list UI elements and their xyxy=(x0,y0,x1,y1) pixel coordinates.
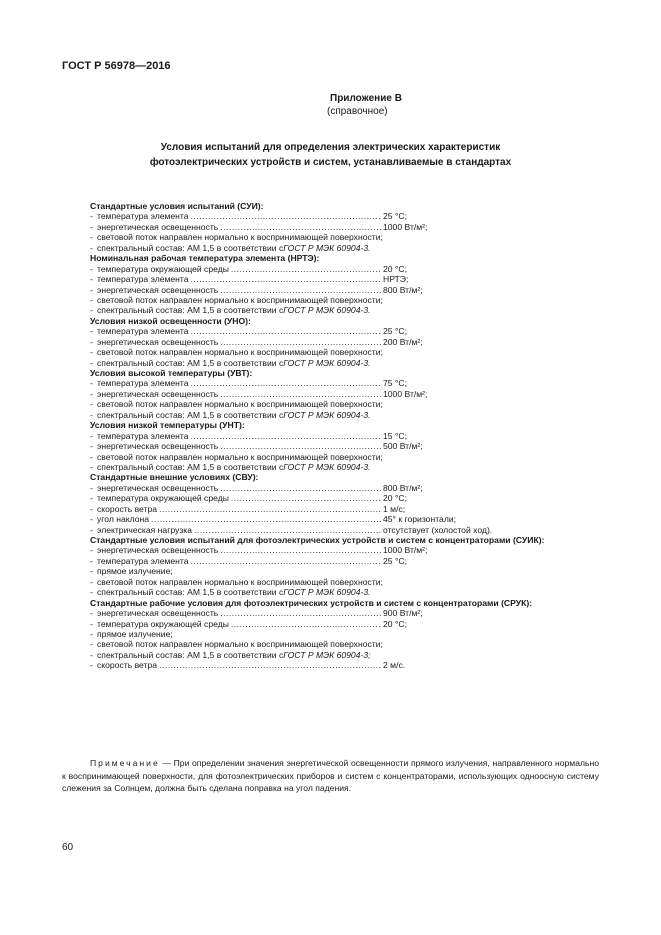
list-item: - световой поток направлен нормально к воспринимающей поверхности; xyxy=(90,451,383,462)
list-item: - спектральный состав: АМ 1,5 в соответствии с ГОСТ Р МЭК 60904-3. xyxy=(90,357,371,368)
standard-reference: ГОСТ Р МЭК 60904-3. xyxy=(283,461,371,472)
list-item: - спектральный состав: АМ 1,5 в соответствии с ГОСТ Р МЭК 60904-3. xyxy=(90,242,371,253)
list-item: - температура окружающей среды ..... 20 °С; xyxy=(90,493,610,503)
list-item: - прямое излучение; xyxy=(90,628,173,639)
list-item: - температура элемента ..... 25 °С; xyxy=(90,211,610,221)
standard-reference: ГОСТ Р МЭК 60904-3. xyxy=(283,357,371,368)
document-title-line-1: Условия испытаний для определения электрических характеристик xyxy=(160,142,501,153)
list-item: - световой поток направлен нормально к воспринимающей поверхности; xyxy=(90,232,383,243)
appendix-subtitle: (справочное) xyxy=(327,106,388,117)
list-item: - энергетическая освещенность ..... 1000 Вт/м²; xyxy=(90,222,610,232)
list-item: - световой поток направлен нормально к воспринимающей поверхности; xyxy=(90,347,383,358)
conditions-list xyxy=(90,201,610,671)
list-item: - энергетическая освещенность ..... 1000 Вт/м²; xyxy=(90,389,610,399)
list-item: - температура окружающей среды ..... 20 °С; xyxy=(90,619,610,629)
list-item: - энергетическая освещенность ..... 1000 Вт/м²; xyxy=(90,545,610,555)
section-title-uvt: Условия высокой температуры (УВТ): xyxy=(90,368,253,378)
standard-reference: ГОСТ Р МЭК 60904-3. xyxy=(283,242,371,253)
section-title-svu: Стандартные внешние условиях (СВУ): xyxy=(90,472,259,483)
standard-reference: ГОСТ Р МЭК 60904-3. xyxy=(283,587,371,598)
standard-reference: ГОСТ Р МЭК 60904-3. xyxy=(283,409,371,420)
list-item: - спектральный состав: АМ 1,5 в соответствии с ГОСТ Р МЭК 60904-3; xyxy=(90,649,371,660)
list-item: - энергетическая освещенность ..... 900 Вт/м²; xyxy=(90,608,610,618)
list-item: - энергетическая освещенность ..... 800 Вт/м²; xyxy=(90,483,610,493)
note: Примечание — При определении значения энергетической освещенности прямого излучения, направленного нормально к воспринимающей поверхности, для фотоэлектрических приборов и систем с концентраторами, использующих одноосную систему слежения за Солнцем, должна быть сделана поправка на угол падения. xyxy=(62,758,600,794)
list-item: - спектральный состав: АМ 1,5 в соответствии с ГОСТ Р МЭК 60904-3. xyxy=(90,461,371,472)
note-text: При определении значения энергетической освещенности прямого излучения, направленного нормально к воспринимающей поверхности, для фотоэлектрических приборов и систем с концентраторами, использующих одноосную систему слежения за Солнцем, должна быть сделана поправка на угол падения. xyxy=(62,758,600,794)
list-item: - скорость ветра ..... 2 м/с. xyxy=(90,660,610,670)
document-title-line-2: фотоэлектрических устройств и систем, устанавливаемые в стандартах xyxy=(149,157,512,168)
document-header: ГОСТ Р 56978—2016 xyxy=(62,60,171,72)
list-item: - скорость ветра ..... 1 м/с; xyxy=(90,504,610,514)
list-item: - электрическая нагрузка ..... отсутствует (холостой ход). xyxy=(90,525,610,535)
list-item: - световой поток направлен нормально к воспринимающей поверхности; xyxy=(90,399,383,410)
document-title xyxy=(0,140,661,170)
list-item: - энергетическая освещенность ..... 500 Вт/м²; xyxy=(90,441,610,451)
section-title-sruk: Стандартные рабочие условия для фотоэлектрических устройств и систем с концентраторами (СРУК): xyxy=(90,597,533,608)
section-title-uno: Условия низкой освещенности (УНО): xyxy=(90,315,251,326)
section-title-sui: Стандартные условия испытаний (СУИ): xyxy=(90,201,264,211)
list-item: - энергетическая освещенность ..... 800 Вт/м²; xyxy=(90,285,610,295)
section-title-suik: Стандартные условия испытаний для фотоэлектрических устройств и систем с концентраторами (СУИК): xyxy=(90,535,545,545)
list-item: - температура окружающей среды ..... 20 °С; xyxy=(90,264,610,274)
list-item: - температура элемента ..... 15 °С; xyxy=(90,431,610,441)
list-item: - спектральный состав: АМ 1,5 в соответствии с ГОСТ Р МЭК 60904-3. xyxy=(90,305,371,316)
list-item: - световой поток направлен нормально к воспринимающей поверхности; xyxy=(90,639,383,650)
list-item: - энергетическая освещенность ..... 200 Вт/м²; xyxy=(90,337,610,347)
appendix-title: Приложение В xyxy=(330,93,402,104)
list-item: - световой поток направлен нормально к воспринимающей поверхности; xyxy=(90,294,383,305)
standard-reference: ГОСТ Р МЭК 60904-3; xyxy=(283,649,371,660)
list-item: - световой поток направлен нормально к воспринимающей поверхности; xyxy=(90,576,383,587)
section-title-nrte: Номинальная рабочая температура элемента (НРТЭ): xyxy=(90,253,320,264)
page-number: 60 xyxy=(62,842,74,853)
note-label: Примечание xyxy=(90,758,160,768)
list-item: - температура элемента ..... 75 °С; xyxy=(90,378,610,388)
list-item: - спектральный состав: АМ 1,5 в соответствии с ГОСТ Р МЭК 60904-3. xyxy=(90,409,371,420)
list-item: - угол наклона ..... 45° к горизонтали; xyxy=(90,514,610,524)
standard-reference: ГОСТ Р МЭК 60904-3. xyxy=(283,305,371,316)
list-item: - прямое излучение; xyxy=(90,566,173,577)
list-item: - температура элемента ..... 25 °С; xyxy=(90,556,610,566)
section-title-unt: Условия низкой температуры (УНТ): xyxy=(90,420,245,431)
list-item: - температура элемента ..... НРТЭ; xyxy=(90,274,610,284)
list-item: - температура элемента ..... 25 °С; xyxy=(90,326,610,336)
list-item: - спектральный состав: АМ 1,5 в соответствии с ГОСТ Р МЭК 60904-3. xyxy=(90,587,371,598)
